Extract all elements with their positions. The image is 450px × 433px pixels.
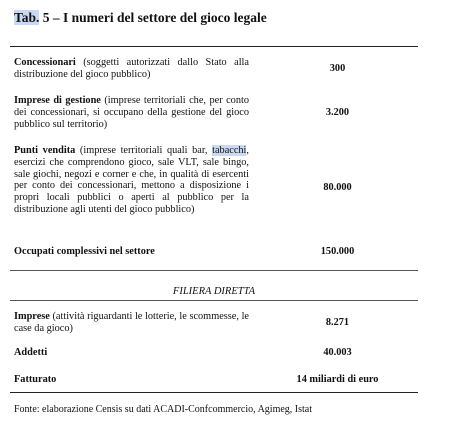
- row-imprese-gestione: [14, 95, 249, 130]
- section-rule-top: [10, 270, 418, 271]
- row-fatturato: [14, 374, 249, 386]
- title-text: 5 – I numeri del settore del gioco legale: [39, 10, 267, 25]
- section-title: FILIERA DIRETTA: [172, 286, 256, 297]
- row-value: 80.000: [323, 182, 352, 193]
- row-description: (attività riguardanti le lotterie, le scommesse, le case da gioco): [14, 311, 249, 334]
- row-value: 300: [329, 63, 346, 74]
- row-description-b: , esercizi che comprendono gioco, sale VLT, sale bingo, sale giochi, negozi e corner e che, in qualità di esercenti per conto dei concessionari, mettono a disposizione i propri locali pubblici o aperti al pubblico per la distribuzione agli utenti del gioco pubblico): [14, 145, 249, 215]
- row-label: Imprese di gestione: [14, 95, 101, 106]
- row-value: 40.003: [323, 347, 352, 358]
- row-occupati: [14, 246, 249, 258]
- row-description-a: (imprese territoriali quali bar,: [75, 145, 213, 156]
- row-value: 14 miliardi di euro: [296, 374, 379, 385]
- row-label: Punti vendita: [14, 145, 76, 156]
- row-label: Addetti: [14, 347, 48, 358]
- row-value: 8.271: [325, 317, 350, 328]
- row-addetti: [14, 347, 249, 359]
- top-rule: [10, 46, 418, 47]
- row-description: (soggetti autorizzati dallo Stato alla distribuzione del gioco pubblico): [14, 57, 249, 80]
- section-rule-bottom: [10, 300, 418, 301]
- title-highlight: Tab.: [14, 10, 40, 25]
- row-label: Fatturato: [14, 374, 57, 385]
- row-value: 150.000: [320, 246, 355, 257]
- row-label: Imprese: [14, 311, 50, 322]
- bottom-rule: [10, 392, 418, 393]
- row-imprese: [14, 311, 249, 335]
- row-value: 3.200: [325, 107, 350, 118]
- row-concessionari: [14, 57, 249, 81]
- table-title: [14, 10, 267, 26]
- row-description-highlight: tabacchi: [212, 145, 247, 156]
- row-description: (imprese territoriali che, per conto dei concessionari, si occupano della gestione del gioco pubblico sul territorio): [14, 95, 249, 130]
- row-label: Occupati complessivi nel settore: [14, 246, 155, 257]
- source-note: Fonte: elaborazione Censis su dati ACADI-Confcommercio, Agimeg, Istat: [14, 404, 312, 415]
- row-punti-vendita: [14, 145, 249, 216]
- row-label: Concessionari: [14, 57, 76, 68]
